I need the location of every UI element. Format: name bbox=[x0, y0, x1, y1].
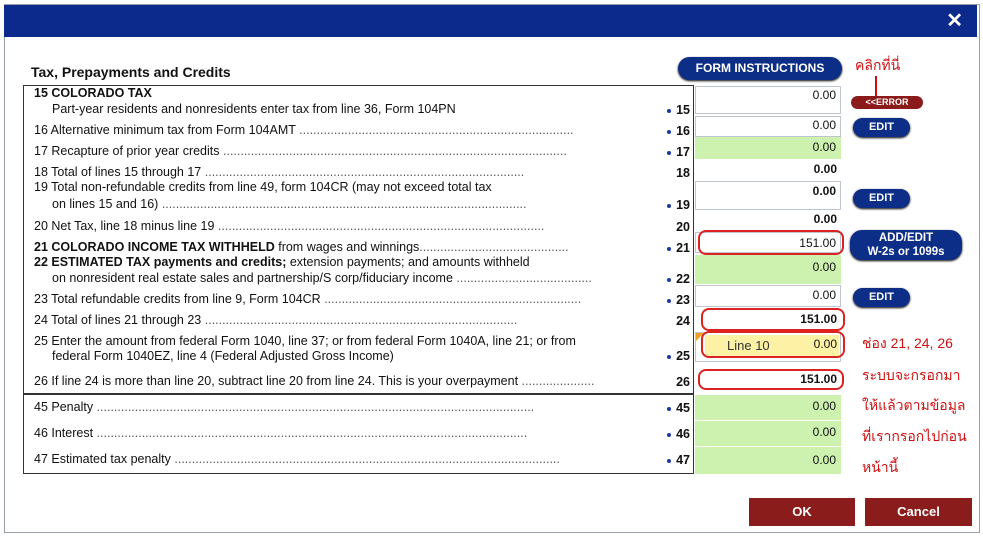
line-19-field[interactable]: 0.00 bbox=[695, 181, 841, 210]
line-47-label: 47 Estimated tax penalty ............................................................................................................... bbox=[34, 452, 560, 466]
add-edit-w2-button-label-1: ADD/EDIT bbox=[878, 232, 934, 244]
annotation-note-3: ให้แล้วตามข้อมูล bbox=[862, 397, 966, 413]
cancel-button[interactable]: Cancel bbox=[865, 498, 972, 526]
annotation-note-1: ช่อง 21, 24, 26 bbox=[862, 335, 953, 351]
line-22-field[interactable]: 0.00 bbox=[695, 255, 841, 284]
line-16-field[interactable]: 0.00 bbox=[695, 116, 841, 137]
line-17-number: 17 bbox=[676, 145, 690, 159]
line-19-label: 19 Total non-refundable credits from line 49, form 104CR (may not exceed total tax bbox=[34, 180, 492, 194]
edit-button-line-23[interactable]: EDIT bbox=[853, 288, 910, 307]
line-45-number: 45 bbox=[676, 401, 690, 415]
line-19-number: 19 bbox=[676, 198, 690, 212]
line-18-value: 0.00 bbox=[813, 162, 837, 176]
line-46-number: 46 bbox=[676, 427, 690, 441]
edit-button-line-19[interactable]: EDIT bbox=[853, 189, 910, 208]
line-25-label: 25 Enter the amount from federal Form 1040, line 37; or from federal Form 1040A, line 21; or from bbox=[34, 334, 576, 348]
section-title: Tax, Prepayments and Credits bbox=[31, 64, 231, 80]
highlight-line-24 bbox=[701, 308, 845, 331]
line-17-label: 17 Recapture of prior year credits ................................................................................................... bbox=[34, 144, 567, 158]
line-45-field[interactable]: 0.00 bbox=[695, 395, 841, 420]
form-instructions-button[interactable]: FORM INSTRUCTIONS bbox=[678, 57, 842, 80]
click-here-annotation: คลิกที่นี่ bbox=[855, 57, 901, 73]
line-20-value: 0.00 bbox=[813, 212, 837, 226]
line-26-label: 26 If line 24 is more than line 20, subtract line 20 from line 24. This is your overpayment ..................... bbox=[34, 374, 595, 388]
section-divider bbox=[23, 393, 694, 395]
line-21-label: 21 COLORADO INCOME TAX WITHHELD from wages and winnings........................................... bbox=[34, 240, 569, 254]
line-26-value: 151.00 bbox=[800, 372, 837, 386]
line-21-number: 21 bbox=[676, 241, 690, 255]
line-23-label: 23 Total refundable credits from line 9, Form 104CR .......................................................................... bbox=[34, 292, 582, 306]
line-16-number: 16 bbox=[676, 124, 690, 138]
add-edit-w2-button[interactable] bbox=[850, 230, 962, 260]
annotation-arrow bbox=[875, 76, 877, 96]
line-18-number: 18 bbox=[676, 166, 690, 180]
annotation-note-2: ระบบจะกรอกมา bbox=[862, 367, 961, 383]
line-25-sublabel: federal Form 1040EZ, line 4 (Federal Adjusted Gross Income) bbox=[52, 349, 394, 363]
line-24-value: 151.00 bbox=[800, 312, 837, 326]
line-47-field[interactable]: 0.00 bbox=[695, 447, 841, 474]
ok-button[interactable]: OK bbox=[749, 498, 855, 526]
line-24-number: 24 bbox=[676, 314, 690, 328]
line-19-sublabel: on lines 15 and 16) ......................................................................................................... bbox=[52, 197, 527, 211]
line-22-sublabel: on nonresident real estate sales and partnership/S corp/fiduciary income ....................................... bbox=[52, 271, 592, 285]
edit-button-line-16[interactable]: EDIT bbox=[853, 118, 910, 137]
line-45-label: 45 Penalty .............................................................................................................................. bbox=[34, 400, 535, 414]
annotation-note-4: ที่เรากรอกไปก่อน bbox=[862, 428, 967, 444]
line-25-number: 25 bbox=[676, 349, 690, 363]
highlight-line-21 bbox=[698, 230, 844, 255]
error-button[interactable]: <<ERROR bbox=[851, 96, 923, 109]
line-17-field[interactable]: 0.00 bbox=[695, 137, 841, 159]
line-46-label: 46 Interest ............................................................................................................................ bbox=[34, 426, 528, 440]
line-18-label: 18 Total of lines 15 through 17 ............................................................................................ bbox=[34, 165, 525, 179]
line-20-number: 20 bbox=[676, 220, 690, 234]
line-15-number: 15 bbox=[676, 103, 690, 117]
line-46-field[interactable]: 0.00 bbox=[695, 421, 841, 446]
dialog-titlebar bbox=[4, 5, 977, 37]
line-15-label: 15 COLORADO TAX bbox=[34, 86, 152, 100]
line-47-number: 47 bbox=[676, 453, 690, 467]
annotation-note-5: หน้านี้ bbox=[862, 459, 899, 475]
line-22-number: 22 bbox=[676, 272, 690, 286]
line-23-field[interactable]: 0.00 bbox=[695, 285, 841, 307]
line-15-sublabel: Part-year residents and nonresidents enter tax from line 36, Form 104PN bbox=[52, 102, 456, 116]
line-22-label: 22 ESTIMATED TAX payments and credits; extension payments; and amounts withheld bbox=[34, 255, 530, 269]
highlight-line-25 bbox=[701, 331, 845, 358]
line-15-field[interactable]: 0.00 bbox=[695, 86, 841, 114]
add-edit-w2-button-label-2: W-2s or 1099s bbox=[867, 246, 945, 258]
line-23-number: 23 bbox=[676, 293, 690, 307]
line-21-field[interactable]: 151.00 bbox=[695, 232, 841, 253]
line-10-note-label: Line 10 bbox=[727, 338, 770, 353]
line-20-label: 20 Net Tax, line 18 minus line 19 .............................................................................................. bbox=[34, 219, 545, 233]
line-25-value: 0.00 bbox=[813, 337, 837, 351]
line-26-number: 26 bbox=[676, 375, 690, 389]
highlight-line-26 bbox=[698, 369, 844, 390]
line-16-label: 16 Alternative minimum tax from Form 104AMT ............................................................................... bbox=[34, 123, 574, 137]
line-24-label: 24 Total of lines 21 through 23 .......................................................................................... bbox=[34, 313, 518, 327]
close-icon[interactable]: ✕ bbox=[946, 10, 963, 32]
